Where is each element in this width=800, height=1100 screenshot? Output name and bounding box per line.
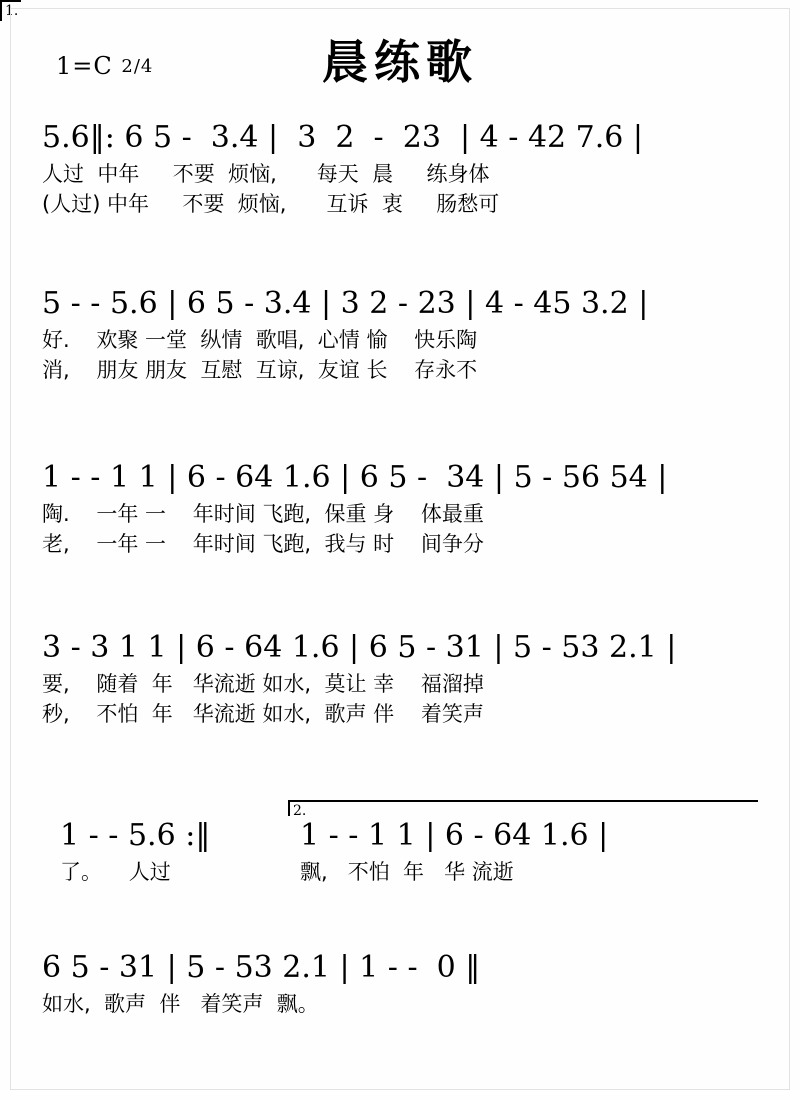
- notation-line: 1 - - 1 1 | 6 - 64 1.6 |: [300, 818, 609, 853]
- lyric-line-1: 好. 欢聚 一堂 纵情 歌唱, 心情 愉 快乐陶: [42, 327, 478, 352]
- lyric-line-1: 了。 人过: [60, 859, 171, 884]
- volta-bracket-2: 2.: [288, 800, 758, 816]
- lyric-line-1: 陶. 一年 一 年时间 飞跑, 保重 身 体最重: [42, 501, 484, 526]
- notation-line: 3 - 3 1 1 | 6 - 64 1.6 | 6 5 - 31 | 5 - 53 2.1 |: [42, 630, 677, 665]
- lyric-line-1: 人过 中年 不要 烦恼, 每天 晨 练身体: [42, 161, 490, 186]
- lyric-line-2: 老, 一年 一 年时间 飞跑, 我与 时 间争分: [42, 531, 484, 556]
- lyric-line-1: 如水, 歌声 伴 着笑声 飘。: [42, 991, 319, 1016]
- music-system-3: [42, 462, 758, 557]
- music-system-2: [42, 288, 758, 383]
- key-signature: 1=C: [56, 52, 113, 80]
- lyric-line-1: 飘, 不怕 年 华 流逝: [300, 859, 514, 884]
- music-system-4: [42, 632, 758, 727]
- music-system-6: [42, 952, 758, 1017]
- lyric-line-2: 秒, 不怕 年 华流逝 如水, 歌声 伴 着笑声: [42, 701, 484, 726]
- notation-line: 1 - - 1 1 | 6 - 64 1.6 | 6 5 - 34 | 5 - 56 54 |: [42, 460, 668, 495]
- notation-line: 1 - - 5.6 :‖: [60, 818, 211, 853]
- music-system-1: [42, 122, 758, 217]
- lyric-line-2: 消, 朋友 朋友 互慰 互谅, 友谊 长 存永不: [42, 357, 478, 382]
- lyric-line-1: 要, 随着 年 华流逝 如水, 莫让 幸 福溜掉: [42, 671, 484, 696]
- notation-line: 6 5 - 31 | 5 - 53 2.1 | 1 - - 0 ‖: [42, 950, 481, 985]
- lyric-line-2: (人过) 中年 不要 烦恼, 互诉 衷 肠愁可: [42, 191, 500, 216]
- music-system-5-volta2: [300, 820, 758, 885]
- notation-line: 5 - - 5.6 | 6 5 - 3.4 | 3 2 - 23 | 4 - 45 3.2 |: [42, 286, 649, 321]
- tempo-key-signature: [56, 52, 153, 80]
- page-title: 晨练歌: [322, 35, 478, 89]
- volta-bracket-1: 1.: [0, 0, 21, 21]
- time-signature: 2/4: [121, 56, 154, 77]
- music-system-5-volta1: [60, 820, 290, 885]
- notation-line: 5.6‖: 6 5 - 3.4 | 3 2 - 23 | 4 - 42 7.6 |: [42, 120, 644, 155]
